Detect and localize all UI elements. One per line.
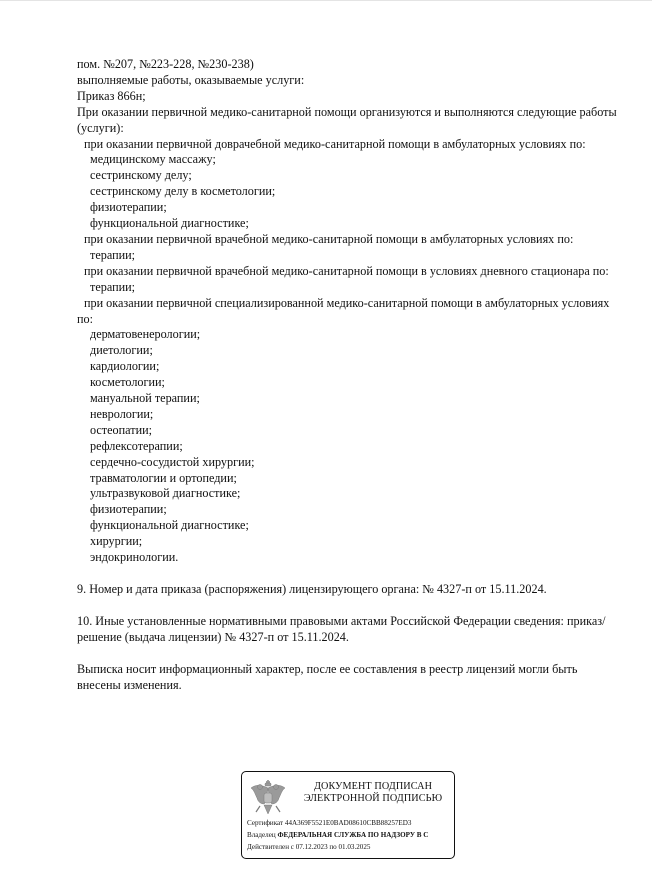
specialized-service-item: мануальной терапии; [90,391,200,406]
service-item: сестринскому делу в косметологии; [90,184,276,199]
specialized-service-item: кардиологии; [90,359,160,374]
service-item: сестринскому делу; [90,168,192,183]
specialized-service-item: хирургии; [90,534,143,549]
services-intro: При оказании первичной медико-санитарной помощи организуются и выполняются следующие работы (услуги): [77,104,617,135]
specialized-service-item: эндокринологии. [90,550,179,565]
specialized-service-item: рефлексотерапии; [90,438,183,453]
prehospital-care-heading: при оказании первичной доврачебной медико-санитарной помощи в амбулаторных условиях по: [84,136,586,151]
certificate-row [247,817,455,829]
certificate-value: 44A369F5521E0BAD08610CBB88257ED3 [284,819,412,827]
service-item: терапии; [90,279,136,294]
specialized-service-item: дерматовенерологии; [90,327,201,342]
specialized-service-item: функциональной диагностике; [90,518,249,533]
specialized-service-item: диетологии; [90,343,153,358]
order-reference: Приказ 866н; [77,88,146,103]
specialized-service-item: ультразвуковой диагностике; [90,486,241,501]
specialized-service-item: травматологии и ортопедии; [90,470,237,485]
document-page [77,57,622,694]
specialized-service-item: неврологии; [90,406,154,421]
outpatient-physician-care-heading: при оказании первичной врачебной медико-санитарной помощи в амбулаторных условиях по: [84,231,574,246]
russian-coat-of-arms-icon [248,776,288,818]
service-item: функциональной диагностике; [90,216,249,231]
service-item: терапии; [90,247,136,262]
owner-value: ФЕДЕРАЛЬНАЯ СЛУЖБА ПО НАДЗОРУ В С [277,831,429,840]
services-heading: выполняемые работы, оказываемые услуги: [77,72,305,87]
service-item: физиотерапии; [90,200,167,215]
owner-row [247,829,455,841]
service-item: медицинскому массажу; [90,152,216,167]
stamp-title-line: ЭЛЕКТРОННОЙ ПОДПИСЬЮ [303,793,443,805]
license-order-item: 9. Номер и дата приказа (распоряжения) лицензирующего органа: № 4327-п от 15.11.2024. [77,582,547,596]
stamp-title [294,781,452,806]
specialized-service-item: сердечно-сосудистой хирургии; [90,454,255,469]
other-info-item: 10. Иные установленные нормативными правовыми актами Российской Федерации сведения: приказ/решение (выдача лицензии) № 4327-п от 15.11.2024. [77,613,606,644]
page-top-border [0,0,652,1]
specialized-services-list [77,327,622,566]
validity-row: Действителен с 07.12.2023 по 01.03.2025 [247,843,371,852]
stamp-details [247,817,455,854]
certificate-label: Сертификат [247,819,284,827]
disclaimer-note: Выписка носит информационный характер, после ее составления в реестр лицензий могли быть внесены изменения. [77,661,578,692]
electronic-signature-stamp [241,771,455,859]
owner-label: Владелец [247,831,276,840]
specialized-service-item: остеопатии; [90,422,153,437]
day-hospital-care-heading: при оказании первичной врачебной медико-санитарной помощи в условиях дневного стационара по: [84,263,609,278]
stamp-title-line: ДОКУМЕНТ ПОДПИСАН [313,781,433,792]
specialized-service-item: косметологии; [90,375,165,390]
premises-line: пом. №207, №223-228, №230-238) [77,57,254,71]
specialized-care-heading: при оказании первичной специализированной медико-санитарной помощи в амбулаторных условиях по: [77,295,610,326]
specialized-service-item: физиотерапии; [90,502,167,517]
